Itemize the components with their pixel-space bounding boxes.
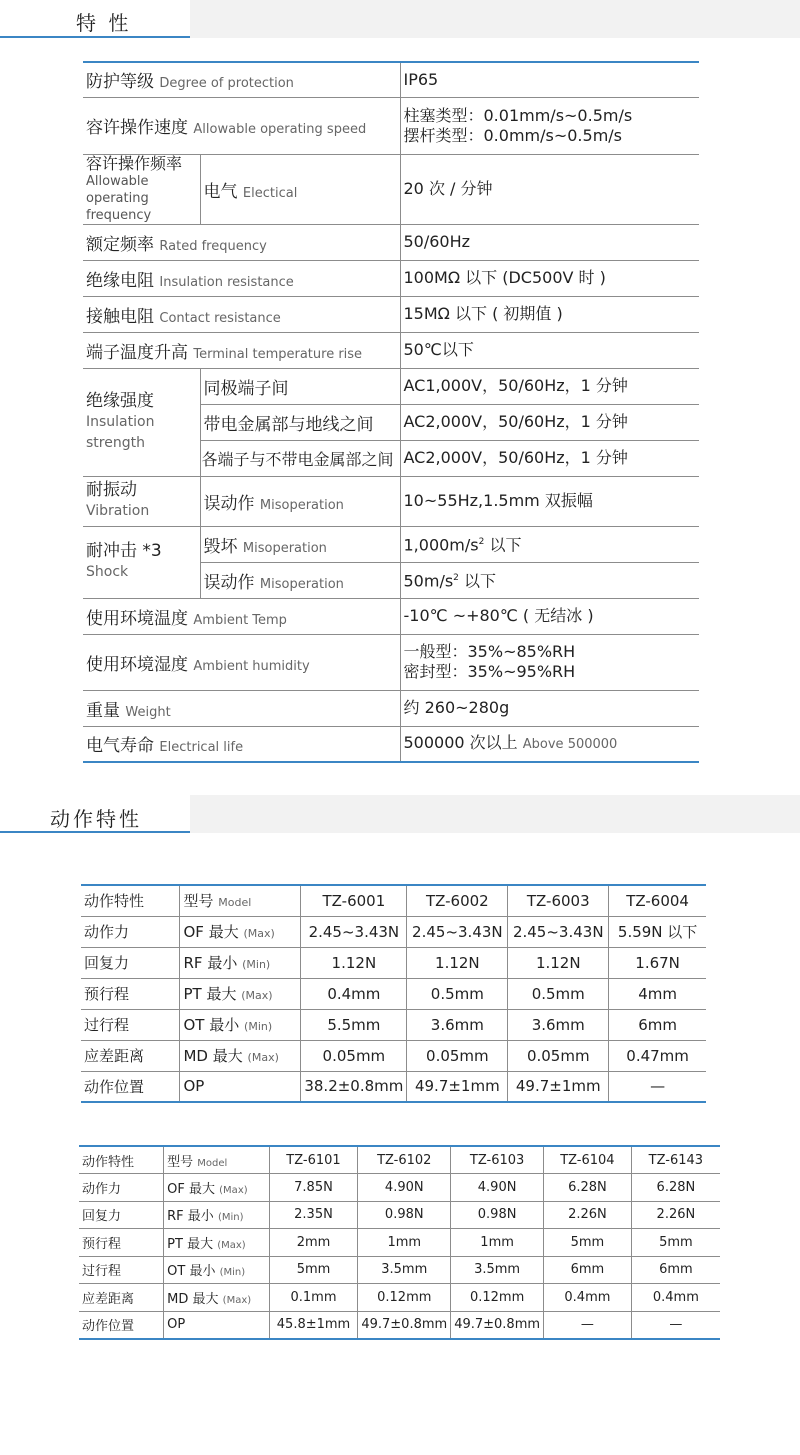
spec-value: -10℃ ~+80℃ ( 无结冰 ) (400, 598, 699, 634)
row-code: OF 最大 (Max) (164, 1174, 270, 1202)
spec-value-tail: 以下 (484, 535, 522, 555)
header-model: 型号 Model (180, 885, 301, 916)
spec-value: 约 260~280g (400, 690, 699, 726)
cell-value: 5mm (269, 1256, 358, 1284)
spec-label-en: Ambient humidity (193, 658, 310, 674)
table-row (79, 1174, 720, 1202)
spec-sublabel: 毁坏 (203, 536, 238, 557)
spec-label-en: frequency (86, 207, 152, 223)
cell-value: 3.6mm (407, 1009, 508, 1040)
cell-value: 0.5mm (407, 978, 508, 1009)
row-label: 过行程 (79, 1256, 164, 1284)
spec-value: 50m/s (403, 571, 454, 591)
row-code: OF 最大 (Max) (180, 916, 301, 947)
spec-label-en: Contact resistance (159, 310, 281, 326)
cell-value: 6.28N (631, 1174, 720, 1202)
spec-value: 摆杆类型：0.0mm/s~0.5m/s (403, 125, 623, 145)
spec-sublabel-en: Electical (242, 185, 298, 201)
spec-row (83, 224, 699, 260)
spec-value: 15MΩ 以下 ( 初期值 ) (400, 296, 699, 332)
row-label: 动作力 (81, 916, 180, 947)
cell-value: 0.4mm (301, 978, 407, 1009)
model-header: TZ-6002 (407, 885, 508, 916)
spec-label: 重量 (86, 700, 120, 721)
table-row (79, 1229, 720, 1257)
spec-label: 耐冲击 *3 (86, 541, 162, 561)
spec-table (83, 61, 699, 763)
cell-value: 6mm (544, 1256, 632, 1284)
cell-value: 7.85N (269, 1174, 358, 1202)
spec-row (83, 368, 699, 404)
spec-label: 容许操作速度 (86, 118, 188, 138)
spec-label-en: Allowable operating speed (193, 122, 367, 137)
spec-sublabel-en: Misoperation (259, 497, 344, 513)
spec-value: 500000 次以上 (403, 732, 518, 752)
cell-value: 4mm (609, 978, 706, 1009)
cell-value: 5.5mm (301, 1009, 407, 1040)
cell-value: 0.98N (451, 1201, 544, 1229)
cell-value: 2.45~3.43N (407, 916, 508, 947)
cell-value: 2.35N (269, 1201, 358, 1229)
spec-value: 20 次 / 分钟 (400, 154, 699, 224)
cell-value: 1.67N (609, 947, 706, 978)
spec-row (83, 97, 699, 154)
spec-label: 电气寿命 (86, 736, 154, 757)
cell-value: 1.12N (407, 947, 508, 978)
spec-value-en: Above 500000 (522, 736, 618, 752)
spec-sublabel: 电气 (203, 181, 238, 202)
table-header-row (81, 885, 706, 916)
action-table-1 (81, 884, 706, 1103)
row-code: OT 最小 (Min) (180, 1009, 301, 1040)
spec-label-en: Vibration (86, 503, 150, 519)
spec-label-en: Terminal temperature rise (193, 346, 363, 362)
spec-row (83, 690, 699, 726)
spec-row (83, 296, 699, 332)
cell-value: 4.90N (451, 1174, 544, 1202)
cell-value: 6mm (609, 1009, 706, 1040)
spec-label-en: strength (86, 434, 145, 451)
table-row (81, 916, 706, 947)
table-row (81, 947, 706, 978)
cell-value: 0.12mm (451, 1284, 544, 1312)
cell-value: 4.90N (358, 1174, 451, 1202)
spec-value: 50℃以下 (400, 332, 699, 368)
action-title: 动作特性 (50, 807, 142, 831)
cell-value: 1.12N (301, 947, 407, 978)
cell-value: 0.5mm (508, 978, 609, 1009)
spec-value: 密封型：35%~95%RH (403, 662, 576, 681)
cell-value: 0.12mm (358, 1284, 451, 1312)
spec-label: 使用环境温度 (86, 608, 188, 629)
row-code: MD 最大 (Max) (180, 1040, 301, 1071)
spec-label-en: Weight (125, 704, 171, 720)
spec-row (83, 598, 699, 634)
row-code: PT 最大 (Max) (164, 1229, 270, 1257)
row-label: 动作位置 (79, 1311, 164, 1339)
row-label: 回复力 (79, 1201, 164, 1229)
cell-value: 6.28N (544, 1174, 632, 1202)
spec-label: 绝缘电阻 (86, 270, 154, 291)
cell-value: 2.45~3.43N (508, 916, 609, 947)
spec-row (83, 634, 699, 690)
row-code: OT 最小 (Min) (164, 1256, 270, 1284)
table-row (79, 1311, 720, 1339)
model-header: TZ-6104 (544, 1146, 632, 1174)
header-label: 动作特性 (79, 1146, 164, 1174)
spec-label-en: Insulation (86, 413, 155, 430)
cell-value: 0.05mm (508, 1040, 609, 1071)
row-code: PT 最大 (Max) (180, 978, 301, 1009)
table-row (79, 1284, 720, 1312)
cell-value: 3.5mm (358, 1256, 451, 1284)
spec-label: 防护等级 (86, 72, 154, 93)
spec-label: 容许操作频率 (86, 153, 183, 173)
cell-value: 0.4mm (631, 1284, 720, 1312)
spec-sublabel: 误动作 (203, 572, 255, 593)
spec-row (83, 526, 699, 562)
cell-value: 1.12N (508, 947, 609, 978)
spec-value-sup: 2 (478, 537, 485, 548)
spec-value: 一般型：35%~85%RH (403, 642, 576, 661)
table-row (81, 1040, 706, 1071)
spec-value-tail: 以下 (458, 571, 496, 591)
spec-row (83, 332, 699, 368)
spec-row (83, 476, 699, 526)
table-row (81, 1071, 706, 1102)
spec-label-en: Shock (86, 564, 129, 580)
row-code: OP (164, 1311, 270, 1339)
row-label: 动作力 (79, 1174, 164, 1202)
table-header-row (79, 1146, 720, 1174)
spec-value: IP65 (400, 62, 699, 97)
spec-value: 1,000m/s (403, 535, 479, 555)
spec-label: 端子温度升高 (86, 342, 188, 363)
spec-row (83, 260, 699, 296)
spec-value: 柱塞类型：0.01mm/s~0.5m/s (403, 105, 633, 125)
table-row (81, 1009, 706, 1040)
spec-label: 使用环境湿度 (86, 654, 188, 675)
features-section-header (0, 0, 800, 38)
cell-value: 49.7±0.8mm (358, 1311, 451, 1339)
row-label: 预行程 (79, 1229, 164, 1257)
cell-value: 0.98N (358, 1201, 451, 1229)
cell-value: — (544, 1311, 632, 1339)
model-header: TZ-6101 (269, 1146, 358, 1174)
table-row (81, 978, 706, 1009)
row-label: 应差距离 (81, 1040, 180, 1071)
spec-value: 100MΩ 以下 (DC500V 时 ) (400, 260, 699, 296)
cell-value: 3.5mm (451, 1256, 544, 1284)
cell-value: 5.59N 以下 (609, 916, 706, 947)
cell-value: 49.7±0.8mm (451, 1311, 544, 1339)
cell-value: 3.6mm (508, 1009, 609, 1040)
features-title: 特 性 (76, 11, 132, 35)
cell-value: 2mm (269, 1229, 358, 1257)
spec-row (83, 154, 699, 224)
row-label: 应差距离 (79, 1284, 164, 1312)
row-label: 动作位置 (81, 1071, 180, 1102)
header-label: 动作特性 (81, 885, 180, 916)
row-label: 预行程 (81, 978, 180, 1009)
cell-value: — (609, 1071, 706, 1102)
spec-label-en: Degree of protection (159, 76, 294, 92)
spec-label-en: Electrical life (159, 740, 244, 756)
cell-value: 0.05mm (407, 1040, 508, 1071)
spec-value: 50/60Hz (400, 224, 699, 260)
row-code: OP (180, 1071, 301, 1102)
cell-value: 1mm (451, 1229, 544, 1257)
spec-label-en: Ambient Temp (193, 612, 287, 628)
cell-value: 0.4mm (544, 1284, 632, 1312)
cell-value: 49.7±1mm (407, 1071, 508, 1102)
spec-sublabel: 各端子与不带电金属部之间 (200, 440, 400, 476)
model-header: TZ-6143 (631, 1146, 720, 1174)
spec-value: AC1,000V，50/60Hz，1 分钟 (400, 368, 699, 404)
model-header: TZ-6103 (451, 1146, 544, 1174)
cell-value: 49.7±1mm (508, 1071, 609, 1102)
header-model: 型号 Model (164, 1146, 270, 1174)
spec-value-sup: 2 (453, 573, 459, 584)
cell-value: 2.26N (631, 1201, 720, 1229)
spec-sublabel: 同极端子间 (200, 368, 400, 404)
row-code: RF 最小 (Min) (164, 1201, 270, 1229)
model-header: TZ-6102 (358, 1146, 451, 1174)
table-row (79, 1201, 720, 1229)
spec-sublabel: 误动作 (203, 493, 255, 514)
spec-sublabel: 带电金属部与地线之间 (200, 404, 400, 440)
spec-sublabel-en: Misoperation (242, 540, 327, 556)
row-label: 回复力 (81, 947, 180, 978)
cell-value: 1mm (358, 1229, 451, 1257)
cell-value: 5mm (631, 1229, 720, 1257)
cell-value: 45.8±1mm (269, 1311, 358, 1339)
spec-label: 绝缘强度 (86, 390, 154, 411)
action-table-2 (79, 1145, 720, 1340)
cell-value: 38.2±0.8mm (301, 1071, 407, 1102)
row-code: RF 最小 (Min) (180, 947, 301, 978)
spec-label-en: Insulation resistance (159, 274, 294, 290)
spec-value: AC2,000V，50/60Hz，1 分钟 (400, 404, 699, 440)
cell-value: 0.05mm (301, 1040, 407, 1071)
spec-label: 耐振动 (86, 480, 137, 500)
spec-row (83, 726, 699, 762)
spec-label-en: Rated frequency (159, 238, 267, 254)
table-row (79, 1256, 720, 1284)
spec-label: 额定频率 (86, 234, 154, 255)
spec-value: AC2,000V，50/60Hz，1 分钟 (400, 440, 699, 476)
action-section-header (0, 795, 800, 833)
model-header: TZ-6001 (301, 885, 407, 916)
spec-value: 10~55Hz,1.5mm 双振幅 (400, 476, 699, 526)
row-code: MD 最大 (Max) (164, 1284, 270, 1312)
cell-value: — (631, 1311, 720, 1339)
spec-label-en: Allowable operating (86, 173, 149, 206)
cell-value: 2.45~3.43N (301, 916, 407, 947)
cell-value: 6mm (631, 1256, 720, 1284)
spec-row (83, 62, 699, 97)
spec-label: 接触电阻 (86, 306, 154, 327)
cell-value: 0.1mm (269, 1284, 358, 1312)
cell-value: 5mm (544, 1229, 632, 1257)
spec-sublabel-en: Misoperation (259, 576, 344, 592)
model-header: TZ-6004 (609, 885, 706, 916)
cell-value: 2.26N (544, 1201, 632, 1229)
row-label: 过行程 (81, 1009, 180, 1040)
model-header: TZ-6003 (508, 885, 609, 916)
cell-value: 0.47mm (609, 1040, 706, 1071)
